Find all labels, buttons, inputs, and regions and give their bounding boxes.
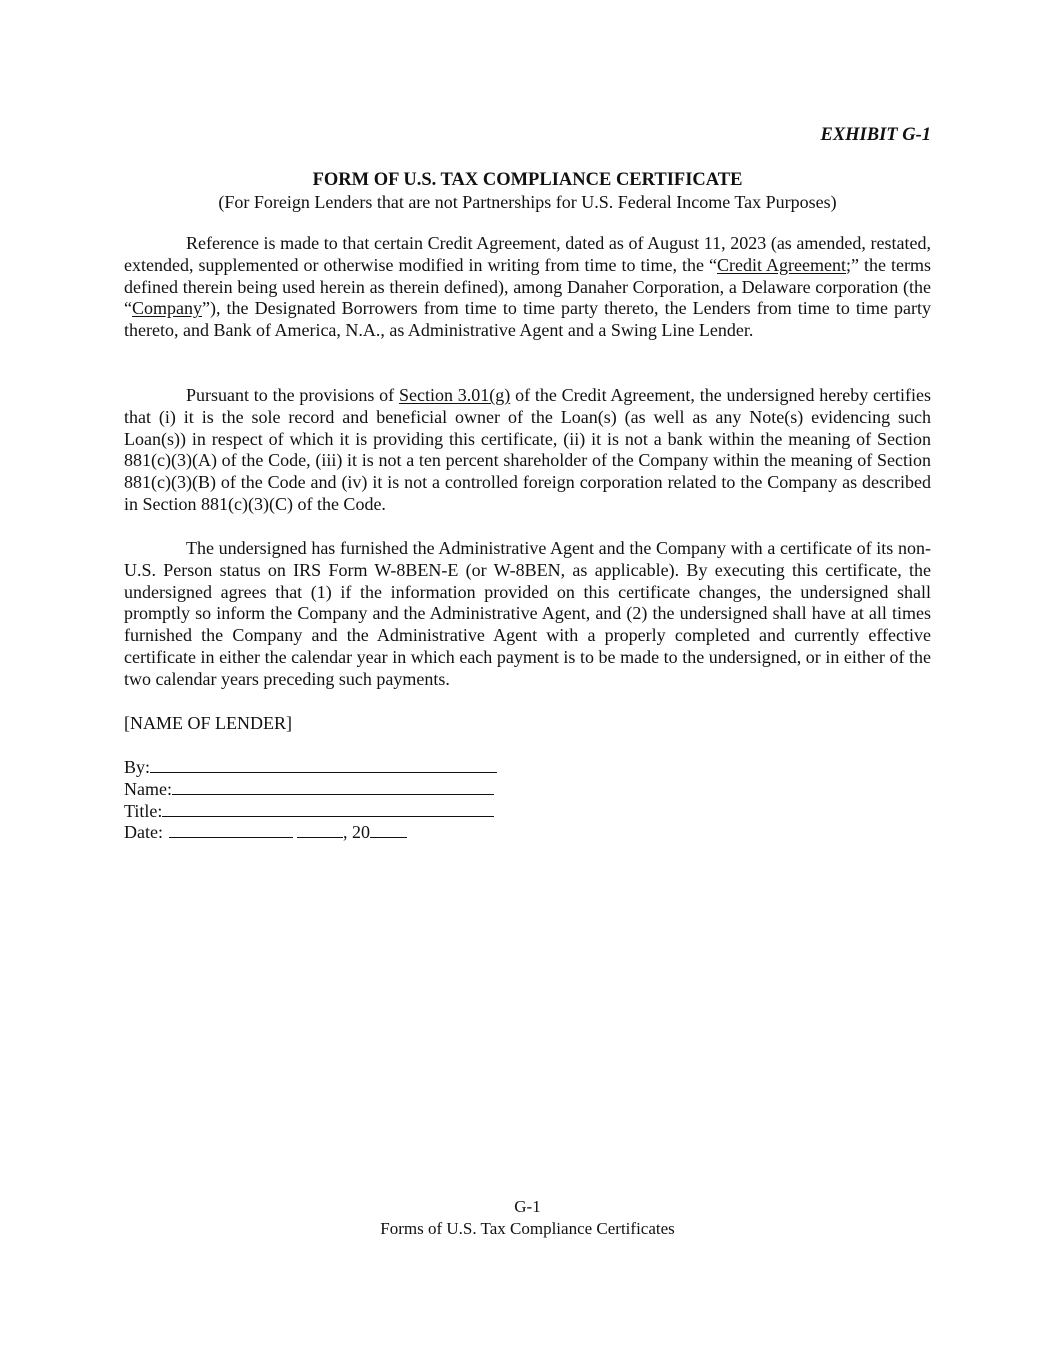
footer-caption: Forms of U.S. Tax Compliance Certificates <box>380 1219 675 1238</box>
signature-by-row <box>124 756 497 778</box>
date-year-line[interactable] <box>370 821 407 838</box>
signature-date-row <box>124 821 497 843</box>
document-title: FORM OF U.S. TAX COMPLIANCE CERTIFICATE <box>312 170 743 190</box>
lender-name-placeholder: [NAME OF LENDER] <box>124 713 292 733</box>
date-year-prefix: , 20 <box>342 822 370 843</box>
paragraph-text: ;” the terms defined therein being used herein as therein defined), among Danaher Corporation, a Delaware corporation (the “ <box>124 254 931 319</box>
paragraph-text: Reference is made to that certain Credit Agreement, dated as of August 11, 2023 (as amended, restated, extended, supplemented or otherwise modified in writing from time to time, the “ <box>124 233 931 275</box>
signature-block <box>124 756 497 843</box>
date-month-line[interactable] <box>169 821 293 838</box>
page-number: G-1 <box>514 1197 541 1216</box>
paragraph-reference <box>124 233 931 342</box>
signature-name-row <box>124 778 497 800</box>
signature-title-row <box>124 800 497 822</box>
section-reference: Section 3.01(g) <box>398 385 511 405</box>
title-label: Title: <box>124 800 163 821</box>
title-signature-line[interactable] <box>162 800 494 817</box>
by-signature-line[interactable] <box>150 756 497 773</box>
paragraph-text: Pursuant to the provisions of <box>186 385 399 405</box>
name-label: Name: <box>124 778 172 799</box>
paragraph-furnished: The undersigned has furnished the Administrative Agent and the Company with a certificate of its non-U.S. Person status on IRS Form W-8BEN-E (or W-8BEN, as applicable). By executing this certificate, the undersigned agrees that (1) if the information provided on this certificate changes, the undersigned shall promptly so inform the Company and the Administrative Agent, and (2) the undersigned shall have at all times furnished the Company and the Administrative Agent with a properly completed and currently effective certificate in either the calendar year in which each payment is to be made to the undersigned, or in either of the two calendar years preceding such payments. <box>124 538 931 689</box>
paragraph-certification <box>124 385 931 516</box>
defined-term-credit-agreement: Credit Agreement <box>717 254 846 275</box>
date-day-line[interactable] <box>297 821 343 838</box>
date-label: Date: <box>124 822 163 843</box>
document-subtitle: (For Foreign Lenders that are not Partnerships for U.S. Federal Income Tax Purposes) <box>218 192 837 212</box>
defined-term-company: Company <box>132 298 202 319</box>
name-signature-line[interactable] <box>172 778 494 795</box>
exhibit-label: EXHIBIT G-1 <box>820 125 931 145</box>
paragraph-text: of the Credit Agreement, the undersigned hereby certifies that (i) it is the sole record and beneficial owner of the Loan(s) (as well as any Note(s) evidencing such Loan(s)) in respect of which it is providing this certificate, (ii) it is not a bank within the meaning of Section 881(c)(3)(A) of the Code, (iii) it is not a ten percent shareholder of the Company within the meaning of Section 881(c)(3)(B) of the Code and (iv) it is not a controlled foreign corporation related to the Company as described in Section 881(c)(3)(C) of the Code. <box>124 385 931 514</box>
paragraph-text: ”), the Designated Borrowers from time to time party thereto, the Lenders from time to time party thereto, and Bank of America, N.A., as Administrative Agent and a Swing Line Lender. <box>124 298 931 341</box>
by-label: By: <box>124 757 151 777</box>
